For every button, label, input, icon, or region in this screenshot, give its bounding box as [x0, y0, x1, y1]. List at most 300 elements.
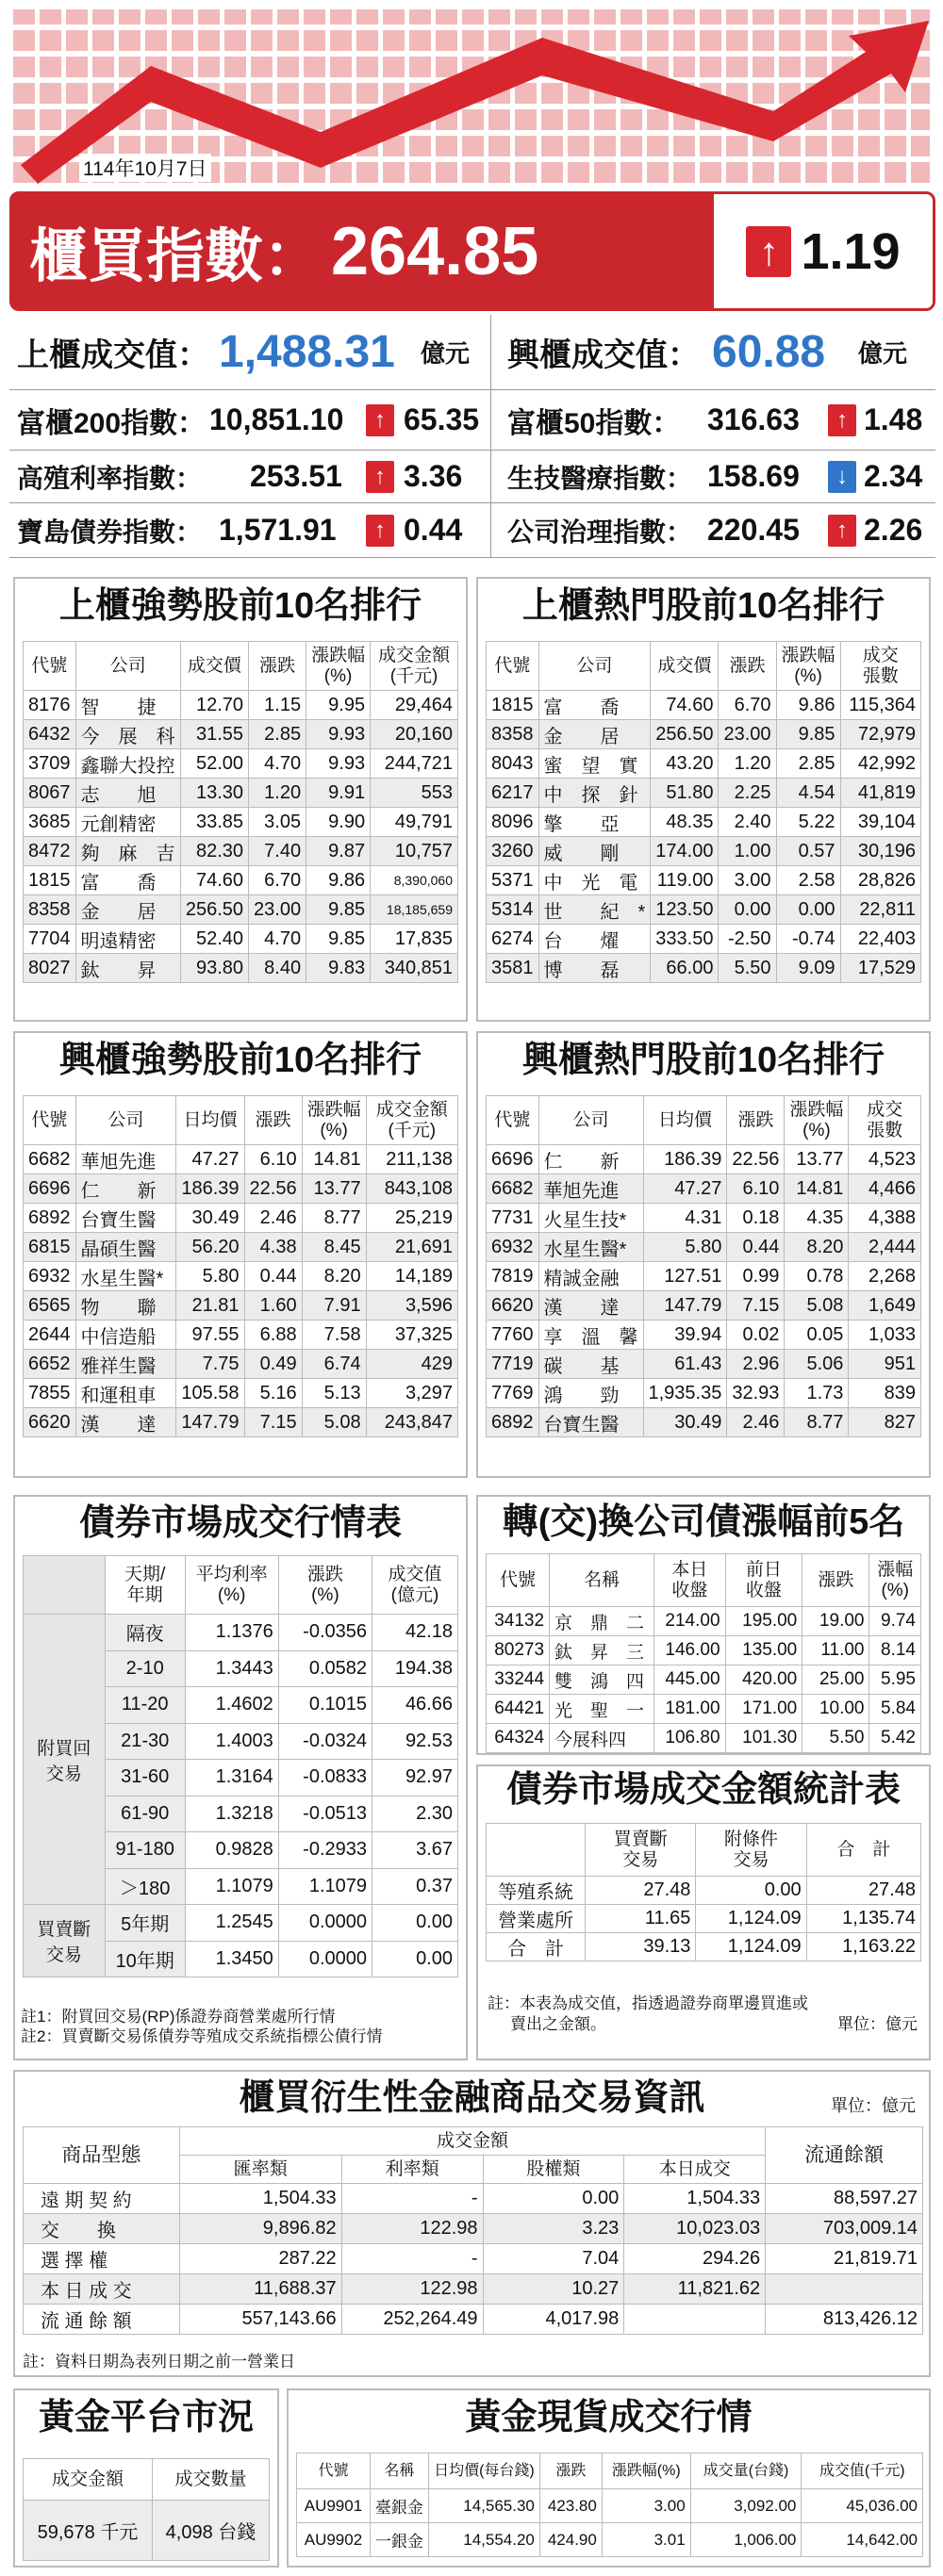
table-cell: 7719 [487, 1350, 539, 1379]
cb-top-table-header-row [487, 1554, 921, 1607]
table-cell: 6565 [24, 1291, 76, 1321]
column-header: 漲跌 [249, 642, 306, 691]
table-cell: 智 捷 [75, 691, 180, 720]
derivatives-table [23, 2126, 923, 2335]
table-cell: 22.56 [727, 1145, 785, 1174]
table-cell: 13.77 [785, 1145, 849, 1174]
table-cell: -0.74 [776, 925, 840, 954]
table-cell: 6682 [24, 1145, 76, 1174]
table-cell: 4,466 [849, 1174, 921, 1204]
sub-index-left-label: 高殖利率指數： [17, 463, 203, 493]
emerging-hot-panel-title: 興櫃熱門股前10名排行 [478, 1033, 929, 1088]
table-row [24, 1233, 458, 1262]
table-cell: 11.00 [802, 1636, 869, 1665]
table-cell: 臺銀金 [370, 2489, 428, 2523]
table-cell: 2644 [24, 1321, 76, 1350]
sub-index-row [9, 451, 935, 503]
table-cell: 557,143.66 [179, 2305, 341, 2335]
column-header: 代號 [24, 642, 76, 691]
table-cell: 1815 [487, 691, 539, 720]
bond-amount-table [486, 1823, 921, 1961]
column-header: 漲跌幅 (%) [302, 1096, 366, 1145]
table-cell: 11,821.62 [624, 2274, 766, 2305]
table-cell: 4,388 [849, 1204, 921, 1233]
table-cell: 22.56 [244, 1174, 302, 1204]
table-cell: 3260 [487, 837, 539, 866]
table-cell: 340,851 [371, 954, 458, 983]
sub-index-left-label: 寶島債券指數： [17, 517, 203, 547]
column-header: 成交值(千元) [802, 2453, 923, 2489]
table-cell: 20,160 [371, 720, 458, 749]
table-row [487, 779, 921, 808]
table-cell: 2-10 [105, 1650, 185, 1687]
divider [490, 451, 491, 502]
table-cell: 世 紀 * [538, 895, 651, 925]
table-row [24, 2501, 270, 2561]
table-cell: 1,006.00 [690, 2523, 802, 2557]
table-cell: 7731 [487, 1204, 539, 1233]
table-cell: 1,504.33 [179, 2184, 341, 2214]
table-cell: 7855 [24, 1379, 76, 1408]
table-cell: 11-20 [105, 1687, 185, 1724]
sub-index-left-value: 10,851.10 [209, 402, 344, 436]
table-cell: 享 溫 馨 [538, 1321, 643, 1350]
table-cell: 30.49 [643, 1408, 727, 1437]
table-cell: 93.80 [180, 954, 248, 983]
table-cell: 22,403 [840, 925, 920, 954]
sub-index-right-label: 富櫃50指數： [507, 407, 681, 439]
table-cell: 8067 [24, 779, 76, 808]
table-cell: 553 [371, 779, 458, 808]
table-cell: 7704 [24, 925, 76, 954]
column-header [24, 1556, 106, 1615]
table-cell: 7760 [487, 1321, 539, 1350]
table-cell: 9.87 [306, 837, 371, 866]
table-cell: 23.00 [719, 720, 776, 749]
bond-trade-panel [13, 1495, 468, 2060]
table-cell: 1815 [24, 866, 76, 895]
table-row [24, 895, 458, 925]
table-cell: 135.00 [725, 1636, 802, 1665]
table-cell: 和運租車 [75, 1379, 176, 1408]
table-cell: 703,009.14 [766, 2214, 923, 2244]
table-cell: 0.05 [785, 1321, 849, 1350]
table-row [487, 1933, 921, 1961]
table-cell: 14,565.30 [428, 2489, 539, 2523]
otc-strong-panel-title: 上櫃強勢股前10名排行 [15, 579, 466, 633]
table-cell: 晶碩生醫 [75, 1233, 176, 1262]
table-cell: 明遠精密 [75, 925, 180, 954]
table-cell: 富 喬 [75, 866, 180, 895]
cb-top-table [486, 1553, 921, 1753]
table-cell: 3709 [24, 749, 76, 779]
table-cell: 147.79 [176, 1408, 244, 1437]
column-header: 成交 張數 [840, 642, 920, 691]
column-header: 匯率類 [179, 2156, 341, 2184]
table-row [487, 1877, 921, 1905]
column-header: 代號 [487, 1096, 539, 1145]
column-header: 成交 張數 [849, 1096, 921, 1145]
table-cell: 33244 [487, 1665, 550, 1695]
otc-strong-table-header-row [24, 642, 458, 691]
table-row [24, 1905, 458, 1942]
table-cell: 127.51 [643, 1262, 727, 1291]
table-cell: 244,721 [371, 749, 458, 779]
emerging-turnover-label: 興櫃成交值： [507, 337, 700, 373]
table-cell: 25.00 [802, 1665, 869, 1695]
table-cell: 2.40 [719, 808, 776, 837]
table-cell: 119.00 [651, 866, 719, 895]
table-cell: 839 [849, 1379, 921, 1408]
emerging-turnover-value: 60.88 [712, 327, 826, 377]
table-cell: 今 展 科 [75, 720, 180, 749]
column-header: 股權類 [483, 2156, 624, 2184]
table-row [24, 1174, 458, 1204]
footnote: 註：資料日期為表列日期之前一營業日 [23, 2353, 295, 2371]
table-cell: 8096 [487, 808, 539, 837]
table-cell: 37,325 [366, 1321, 457, 1350]
derivatives-header-row [24, 2127, 923, 2156]
table-cell: 8027 [24, 954, 76, 983]
table-cell: 7.15 [727, 1291, 785, 1321]
table-cell: 5.80 [176, 1262, 244, 1291]
column-header: 公司 [538, 642, 651, 691]
table-cell: 2.96 [727, 1350, 785, 1379]
table-cell: 6932 [24, 1262, 76, 1291]
table-cell: 42,992 [840, 749, 920, 779]
table-cell: 1.00 [719, 837, 776, 866]
table-cell: 金 居 [538, 720, 651, 749]
table-cell: 4.70 [249, 749, 306, 779]
table-cell: 21,691 [366, 1233, 457, 1262]
emerging-turnover-unit: 億元 [858, 339, 908, 368]
table-cell: 台寶生醫 [538, 1408, 643, 1437]
table-row [297, 2489, 923, 2523]
table-row [24, 749, 458, 779]
table-cell: 鑫聯大投控 [75, 749, 180, 779]
table-cell: 仁 新 [75, 1174, 176, 1204]
table-cell: 194.38 [372, 1650, 458, 1687]
table-cell: 30.49 [176, 1204, 244, 1233]
table-cell: 1,124.09 [696, 1933, 806, 1961]
table-cell: 台 燿 [538, 925, 651, 954]
unit-label: 單位：億元 [837, 2015, 918, 2033]
table-cell: 11,688.37 [179, 2274, 341, 2305]
table-cell: 5.42 [869, 1724, 921, 1753]
table-cell: -0.0833 [278, 1760, 372, 1797]
table-cell: 0.1015 [278, 1687, 372, 1724]
table-cell: 0.0000 [278, 1941, 372, 1977]
column-header: 合 計 [806, 1824, 920, 1877]
table-row [24, 1291, 458, 1321]
hero-banner [0, 0, 943, 184]
table-cell: 9.93 [306, 749, 371, 779]
table-cell: 74.60 [180, 866, 248, 895]
table-cell: 186.39 [643, 1145, 727, 1174]
table-cell: 80273 [487, 1636, 550, 1665]
table-row [24, 866, 458, 895]
table-cell: 3.00 [719, 866, 776, 895]
table-cell: -0.0324 [278, 1723, 372, 1760]
table-cell: 6.70 [249, 866, 306, 895]
table-cell: 4.35 [785, 1204, 849, 1233]
table-cell: 28,826 [840, 866, 920, 895]
table-cell: 243,847 [366, 1408, 457, 1437]
table-cell: 11.65 [586, 1905, 696, 1933]
table-cell: 擎 亞 [538, 808, 651, 837]
table-cell: 51.80 [651, 779, 719, 808]
table-cell: 9.74 [869, 1607, 921, 1636]
footnote: 註1：附買回交易(RP)係證券商營業處所行情 [21, 2008, 336, 2026]
table-cell: ＞180 [105, 1868, 185, 1905]
table-cell: 39.94 [643, 1321, 727, 1350]
table-cell: 8043 [487, 749, 539, 779]
table-row [487, 1905, 921, 1933]
otc-strong-table [23, 641, 458, 983]
table-cell: 蜜 望 實 [538, 749, 651, 779]
table-row [24, 2244, 923, 2274]
table-cell: 0.18 [727, 1204, 785, 1233]
table-cell: 元創精密 [75, 808, 180, 837]
table-row [487, 1233, 921, 1262]
table-cell: 1.3443 [185, 1650, 278, 1687]
column-header: 成交量(台錢) [690, 2453, 802, 2489]
table-cell: 27.48 [586, 1877, 696, 1905]
table-cell: 5.84 [869, 1695, 921, 1724]
table-cell: 14,189 [366, 1262, 457, 1291]
table-cell: 8472 [24, 837, 76, 866]
table-cell: 等殖系統 [487, 1877, 586, 1905]
otc-hot-panel-title: 上櫃熱門股前10名排行 [478, 579, 929, 633]
table-cell: 6892 [487, 1408, 539, 1437]
sub-index-left-arrow [360, 503, 400, 557]
table-cell: - [341, 2244, 483, 2274]
footnote: 賣出之金額。 [510, 2015, 606, 2033]
table-cell: 1.4602 [185, 1687, 278, 1724]
table-row [487, 866, 921, 895]
gold-platform-panel-title: 黃金平台市況 [15, 2390, 277, 2445]
column-header: 成交價 [180, 642, 248, 691]
table-cell: 10年期 [105, 1941, 185, 1977]
table-cell: 843,108 [366, 1174, 457, 1204]
table-cell: 威 剛 [538, 837, 651, 866]
table-cell: 19.00 [802, 1607, 869, 1636]
column-header: 附條件 交易 [696, 1824, 806, 1877]
table-cell: 0.37 [372, 1868, 458, 1905]
table-row [24, 925, 458, 954]
table-cell: 8.77 [785, 1408, 849, 1437]
table-cell: 813,426.12 [766, 2305, 923, 2335]
table-cell: 3.67 [372, 1832, 458, 1869]
cb-top-panel [476, 1495, 931, 1755]
table-cell: 10.00 [802, 1695, 869, 1724]
table-cell: 0.9828 [185, 1832, 278, 1869]
table-row [24, 837, 458, 866]
table-cell: 一銀金 [370, 2523, 428, 2557]
table-cell: 華旭先進 [538, 1174, 643, 1204]
table-cell: 9.86 [306, 866, 371, 895]
table-cell: 1,033 [849, 1321, 921, 1350]
table-cell: 64421 [487, 1695, 550, 1724]
table-cell: 5.06 [785, 1350, 849, 1379]
gold-platform-table [23, 2458, 270, 2561]
table-cell: 7.91 [302, 1291, 366, 1321]
column-header: 本日成交 [624, 2156, 766, 2184]
otc-hot-table-header-row [487, 642, 921, 691]
table-cell: 6274 [487, 925, 539, 954]
table-cell: 122.98 [341, 2274, 483, 2305]
table-row [24, 1615, 458, 1651]
column-header: 日均價 [643, 1096, 727, 1145]
column-header: 成交金額 [179, 2127, 765, 2156]
table-row [24, 1262, 458, 1291]
table-cell: 22,811 [840, 895, 920, 925]
table-cell: 92.53 [372, 1723, 458, 1760]
table-cell: 3.05 [249, 808, 306, 837]
table-cell: 1.60 [244, 1291, 302, 1321]
table-cell: 遠 期 契 約 [24, 2184, 180, 2214]
sub-index-left-arrow [360, 451, 400, 502]
table-cell: 115,364 [840, 691, 920, 720]
otc-index-bar [9, 191, 935, 311]
table-row [24, 691, 458, 720]
table-cell: 294.26 [624, 2244, 766, 2274]
table-cell: 9.90 [306, 808, 371, 837]
table-cell: 今展科四 [550, 1724, 654, 1753]
table-cell: 物 聯 [75, 1291, 176, 1321]
table-cell: 京 鼎 二 [550, 1607, 654, 1636]
table-cell: 3,297 [366, 1379, 457, 1408]
table-row [24, 779, 458, 808]
sub-index-right-arrow [822, 503, 862, 557]
table-cell: 424.90 [539, 2523, 602, 2557]
group-label: 附買回 交易 [24, 1615, 106, 1905]
sub-index-right-value: 316.63 [707, 402, 800, 436]
table-cell: 8.14 [869, 1636, 921, 1665]
otc-turnover-value: 1,488.31 [219, 327, 395, 377]
table-cell: 59,678 千元 [24, 2501, 153, 2561]
bond-trade-panel-title: 債券市場成交行情表 [15, 1497, 466, 1550]
table-cell: 2.46 [244, 1204, 302, 1233]
table-cell: 1.3218 [185, 1796, 278, 1832]
emerging-strong-table-header-row [24, 1096, 458, 1145]
table-cell: 0.00 [719, 895, 776, 925]
table-cell: 6696 [487, 1145, 539, 1174]
table-cell: 0.02 [727, 1321, 785, 1350]
table-cell: 256.50 [180, 895, 248, 925]
table-cell: 17,529 [840, 954, 920, 983]
table-cell: 0.00 [776, 895, 840, 925]
bond-amount-table-header-row [487, 1824, 921, 1877]
table-cell: 4.31 [643, 1204, 727, 1233]
column-header: 流通餘額 [766, 2127, 923, 2184]
table-cell: 827 [849, 1408, 921, 1437]
sub-index-right-change: 2.34 [864, 459, 923, 493]
table-cell: 8.20 [785, 1233, 849, 1262]
table-cell: 中 光 電 [538, 866, 651, 895]
otc-hot-table [486, 641, 921, 983]
table-cell: 29,464 [371, 691, 458, 720]
table-row [297, 2523, 923, 2557]
column-header: 日均價(每台錢) [428, 2453, 539, 2489]
column-header [487, 1824, 586, 1877]
table-cell: 5.80 [643, 1233, 727, 1262]
table-cell: 火星生技* [538, 1204, 643, 1233]
table-cell: 256.50 [651, 720, 719, 749]
table-cell: 7.75 [176, 1350, 244, 1379]
table-cell: 夠 麻 吉 [75, 837, 180, 866]
table-cell: 7.58 [302, 1321, 366, 1350]
sub-index-right-arrow [822, 390, 862, 450]
gold-platform-header-row [24, 2459, 270, 2501]
divider [490, 390, 491, 450]
table-cell: 14.81 [785, 1174, 849, 1204]
otc-index-label: 櫃買指數： [29, 224, 323, 289]
table-row [487, 1145, 921, 1174]
column-header: 利率類 [341, 2156, 483, 2184]
bond-amount-panel-title: 債券市場成交金額統計表 [478, 1766, 929, 1813]
sub-index-left-arrow [360, 390, 400, 450]
otc-index-change [714, 194, 933, 308]
column-header: 成交值 (億元) [372, 1556, 458, 1615]
report-date: 114年10月7日 [79, 154, 211, 182]
table-cell: 漢 達 [75, 1408, 176, 1437]
emerging-strong-panel [13, 1031, 468, 1478]
table-row [487, 837, 921, 866]
table-cell: 流 通 餘 額 [24, 2305, 180, 2335]
column-header: 代號 [487, 1554, 550, 1607]
table-cell: 66.00 [651, 954, 719, 983]
table-cell: 146.00 [654, 1636, 725, 1665]
table-row [487, 1379, 921, 1408]
table-cell: 52.40 [180, 925, 248, 954]
table-row [24, 1204, 458, 1233]
otc-hot-panel [476, 577, 931, 1022]
otc-strong-panel [13, 577, 468, 1022]
table-cell: 精誠金融 [538, 1262, 643, 1291]
table-cell: 6.10 [244, 1145, 302, 1174]
footnote: 註2：買賣斷交易係債券等殖成交系統指標公債行情 [21, 2027, 383, 2045]
sub-index-left-value: 253.51 [250, 459, 342, 493]
column-header: 漲跌 (%) [278, 1556, 372, 1615]
bond-trade-table [23, 1555, 458, 1977]
table-cell: 1.20 [719, 749, 776, 779]
table-cell: -0.0356 [278, 1615, 372, 1651]
table-cell: 33.85 [180, 808, 248, 837]
table-cell: 5.08 [302, 1408, 366, 1437]
table-row [24, 1350, 458, 1379]
gold-spot-panel-title: 黃金現貨成交行情 [289, 2390, 929, 2445]
table-cell: 21-30 [105, 1723, 185, 1760]
table-cell: 101.30 [725, 1724, 802, 1753]
divider [490, 315, 491, 389]
column-header: 商品型態 [24, 2127, 180, 2184]
table-cell: - [341, 2184, 483, 2214]
up-arrow-icon: ↑ [366, 515, 394, 547]
table-cell: 鈦 昇 三 [550, 1636, 654, 1665]
table-cell: 6620 [24, 1408, 76, 1437]
column-header: 漲幅 (%) [869, 1554, 921, 1607]
table-cell: 2,268 [849, 1262, 921, 1291]
table-cell: 72,979 [840, 720, 920, 749]
table-cell: 31.55 [180, 720, 248, 749]
table-cell: 5.95 [869, 1665, 921, 1695]
table-cell: 4.38 [244, 1233, 302, 1262]
table-cell: 5年期 [105, 1905, 185, 1942]
column-header: 本日 收盤 [654, 1554, 725, 1607]
sub-index-right-label: 公司治理指數： [507, 517, 693, 547]
table-cell: 2.46 [727, 1408, 785, 1437]
